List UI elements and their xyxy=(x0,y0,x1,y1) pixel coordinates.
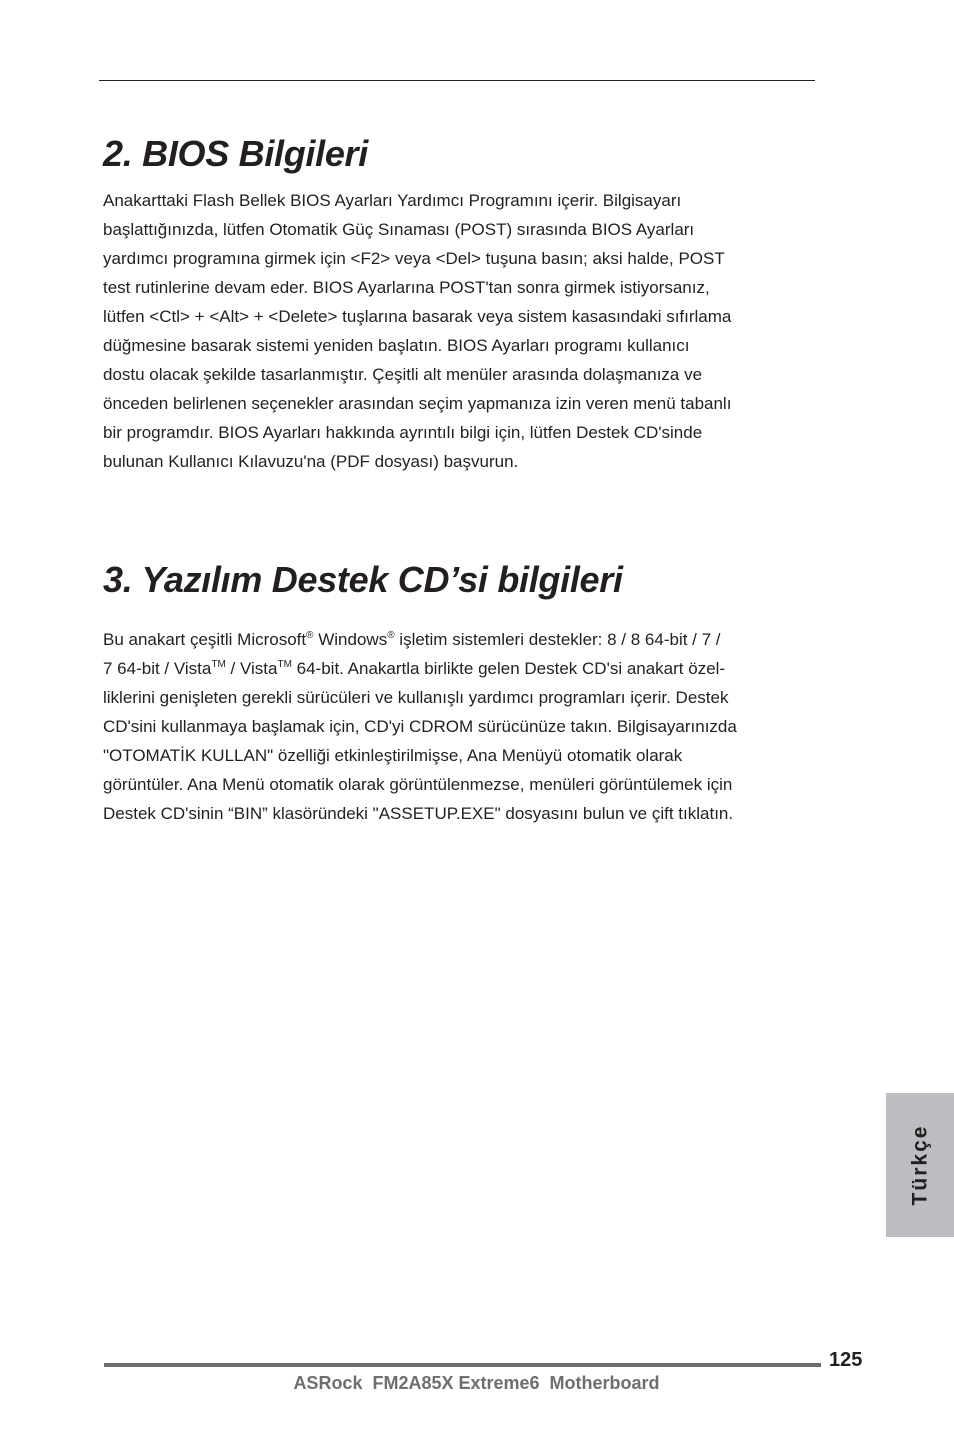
paragraph-line: dostu olacak şekilde tasarlanmıştır. Çeşitli alt menüler arasında dolaşmanıza ve xyxy=(103,365,703,384)
page-number: 125 xyxy=(829,1349,863,1371)
paragraph-line: liklerini genişleten gerekli sürücüleri ve kullanışlı yardımcı programları içerir. Destek xyxy=(103,688,729,707)
paragraph-line: düğmesine basarak sistemi yeniden başlatın. BIOS Ayarları programı kullanıcı xyxy=(103,336,690,355)
paragraph-line: Destek CD'sinin “BIN” klasöründeki "ASSETUP.EXE" dosyasını bulun ve çift tıklatın. xyxy=(103,804,734,823)
trademark-mark: TM xyxy=(277,659,292,670)
paragraph-line: önceden belirlenen seçenekler arasından seçim yapmanıza izin veren menü tabanlı xyxy=(103,394,732,413)
language-tab-label: Türkçe xyxy=(908,1124,931,1206)
paragraph-line xyxy=(103,654,737,683)
paragraph-line: bir programdır. BIOS Ayarları hakkında ayrıntılı bilgi için, lütfen Destek CD'sinde xyxy=(103,423,703,442)
footer-divider xyxy=(104,1363,821,1367)
paragraph-line xyxy=(103,625,737,654)
paragraph-line: test rutinlerine devam eder. BIOS Ayarlarına POST'tan sonra girmek istiyorsanız, xyxy=(103,278,710,297)
line-text: / Vista xyxy=(225,659,278,678)
paragraph-line: CD'sini kullanmaya başlamak için, CD'yi CDROM sürücünüze takın. Bilgisayarınızda xyxy=(103,717,737,736)
paragraph-line: lütfen <Ctl> + <Alt> + <Delete> tuşlarına basarak veya sistem kasasındaki sıfırlama xyxy=(103,307,732,326)
line-text: 7 64-bit / Vista xyxy=(103,659,212,678)
paragraph-line: başlattığınızda, lütfen Otomatik Güç Sınaması (POST) sırasında BIOS Ayarları xyxy=(103,220,695,239)
language-side-tab xyxy=(886,1093,954,1237)
footer-title: ASRock FM2A85X Extreme6 Motherboard xyxy=(293,1373,660,1393)
line-text: işletim sistemleri destekler: 8 / 8 64-bit / 7 / xyxy=(394,630,721,649)
line-text: Windows xyxy=(313,630,388,649)
bios-section-heading: 2. BIOS Bilgileri xyxy=(103,133,368,174)
line-text: 64-bit. Anakartla birlikte gelen Destek CD'si anakart özel- xyxy=(291,659,726,678)
registered-mark: ® xyxy=(306,630,314,641)
cd-section-heading: 3. Yazılım Destek CD’si bilgileri xyxy=(103,559,623,600)
line-text: Bu anakart çeşitli Microsoft xyxy=(103,630,307,649)
top-divider xyxy=(99,80,815,81)
paragraph-line: yardımcı programına girmek için <F2> veya <Del> tuşuna basın; aksi halde, POST xyxy=(103,249,725,268)
paragraph-line: görüntüler. Ana Menü otomatik olarak görüntülenmezse, menüleri görüntülemek için xyxy=(103,775,733,794)
registered-mark: ® xyxy=(387,630,395,641)
cd-section-paragraph xyxy=(103,625,737,828)
paragraph-line: "OTOMATİK KULLAN" özelliği etkinleştirilmişse, Ana Menüyü otomatik olarak xyxy=(103,746,683,765)
trademark-mark: TM xyxy=(211,659,226,670)
paragraph-line: bulunan Kullanıcı Kılavuzu'na (PDF dosyası) başvurun. xyxy=(103,452,519,471)
bios-section-paragraph xyxy=(103,186,731,476)
paragraph-line: Anakarttaki Flash Bellek BIOS Ayarları Yardımcı Programını içerir. Bilgisayarı xyxy=(103,191,682,210)
